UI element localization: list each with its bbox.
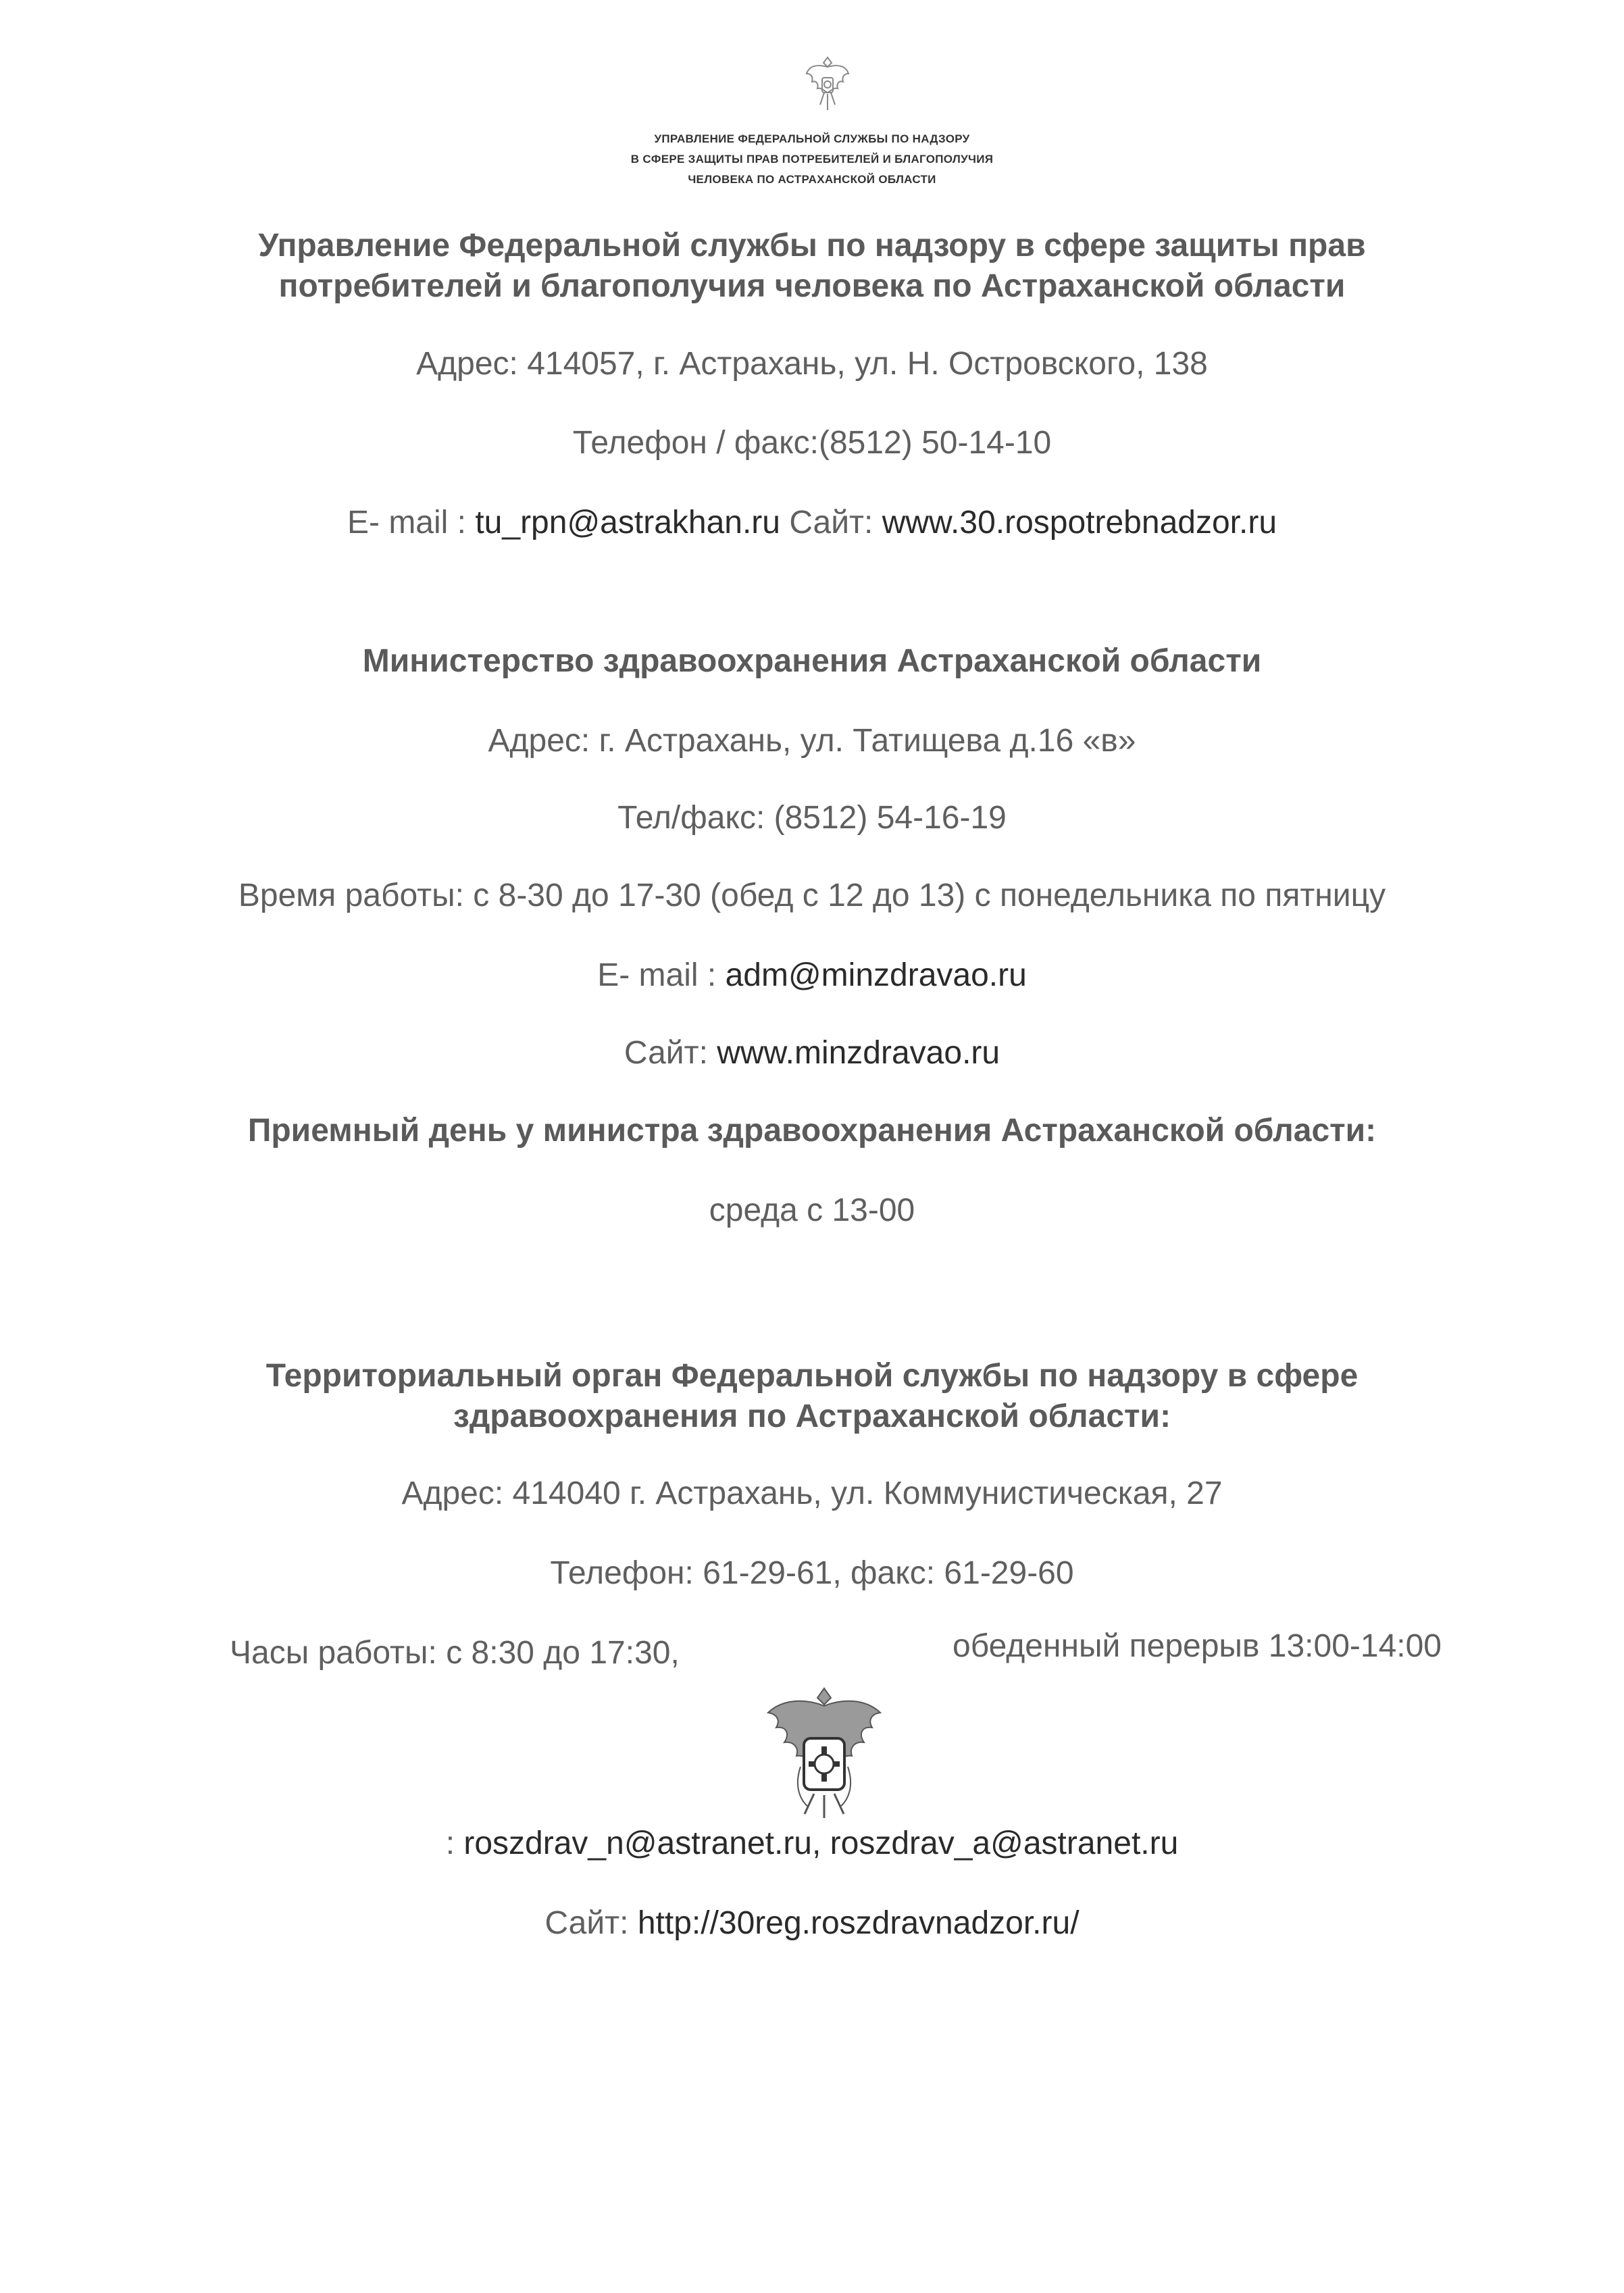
roszdrav-site-link[interactable]: http://30reg.roszdravnadzor.ru/ [637, 1905, 1080, 1941]
minzdrav-hours: Время работы: с 8-30 до 17-30 (обед с 12 до 13) с понедельника по пятницу [238, 878, 1386, 913]
minzdrav-email-row [0, 956, 1624, 995]
roszdrav-hours: Часы работы: с 8:30 до 17:30, [230, 1635, 680, 1671]
roszdrav-phone: Телефон: 61-29-61, факс: 61-29-60 [550, 1555, 1074, 1591]
minzdrav-address: Адрес: г. Астрахань, ул. Татищева д.16 «в» [488, 723, 1136, 759]
roszdrav-site-row [0, 1904, 1624, 1943]
rospotreb-site-link[interactable]: www.30.rospotrebnadzor.ru [882, 505, 1277, 540]
rospotreb-email-label: E- mail : [347, 505, 476, 540]
roszdrav-title-2: здравоохранения по Астраханской области: [453, 1399, 1171, 1434]
roszdrav-title-1: Территориальный орган Федеральной службы по надзору в сфере [265, 1358, 1359, 1394]
minzdrav-site-link[interactable]: www.minzdravao.ru [717, 1035, 1000, 1071]
roszdrav-email-prefix: : [445, 1825, 464, 1861]
rospotreb-title-2: потребителей и благополучия человека по Астраханской области [278, 268, 1346, 304]
roszdrav-email-row [0, 1824, 1624, 1863]
roszdrav-lunch: обеденный перерыв 13:00-14:00 [953, 1628, 1442, 1664]
roszdravnadzor-emblem [760, 1686, 888, 1824]
coat-of-arms-emblem-top [804, 51, 851, 118]
rospotreb-contacts [0, 503, 1624, 543]
roszdrav-address: Адрес: 414040 г. Астрахань, ул. Коммунистическая, 27 [401, 1476, 1223, 1511]
minzdrav-site-row [0, 1034, 1624, 1073]
minzdrav-phone: Тел/факс: (8512) 54-16-19 [617, 800, 1007, 836]
rospotreb-phone: Телефон / факс:(8512) 50-14-10 [572, 425, 1052, 461]
rospotreb-email-link[interactable]: tu_rpn@astrakhan.ru [475, 505, 780, 540]
minzdrav-email-link[interactable]: adm@minzdravao.ru [725, 957, 1027, 993]
header-line-1: УПРАВЛЕНИЕ ФЕДЕРАЛЬНОЙ СЛУЖБЫ ПО НАДЗОРУ [654, 132, 970, 145]
header-line-3: ЧЕЛОВЕКА ПО АСТРАХАНСКОЙ ОБЛАСТИ [688, 173, 936, 186]
minzdrav-email-label: E- mail : [597, 957, 726, 993]
minzdrav-title: Министерство здравоохранения Астраханской области [362, 643, 1262, 679]
minzdrav-reception-title: Приемный день у министра здравоохранения Астраханской области: [247, 1113, 1377, 1149]
minzdrav-site-label: Сайт: [624, 1035, 717, 1071]
rospotreb-title-1: Управление Федеральной службы по надзору в сфере защиты прав [258, 228, 1366, 263]
header-line-2: В СФЕРЕ ЗАЩИТЫ ПРАВ ПОТРЕБИТЕЛЕЙ И БЛАГОПОЛУЧИЯ [630, 153, 994, 166]
rospotreb-address: Адрес: 414057, г. Астрахань, ул. Н. Островского, 138 [416, 346, 1208, 382]
rospotreb-site-label: Сайт: [780, 505, 882, 540]
minzdrav-reception-day: среда с 13-00 [709, 1192, 915, 1228]
roszdrav-email-links[interactable]: roszdrav_n@astranet.ru, roszdrav_a@astranet.ru [463, 1825, 1179, 1861]
roszdrav-site-label: Сайт: [544, 1905, 638, 1941]
